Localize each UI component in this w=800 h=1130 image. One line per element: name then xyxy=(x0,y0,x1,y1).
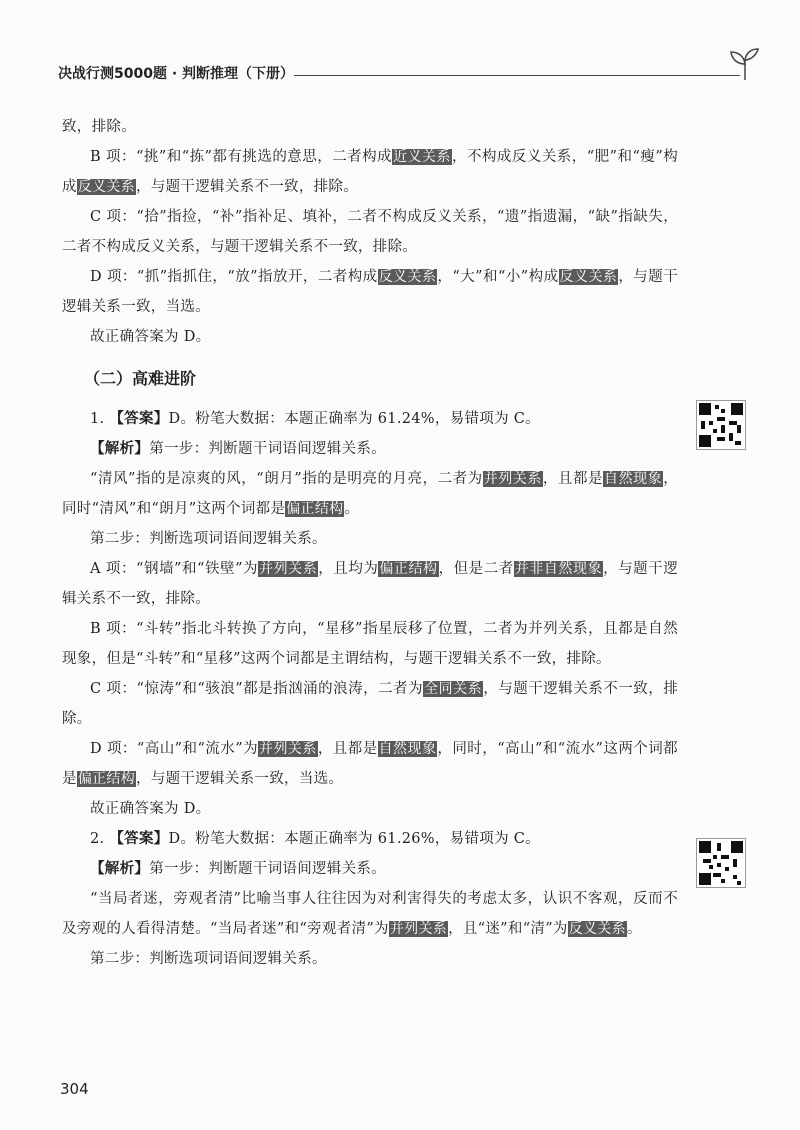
text-run: ，与题干逻辑关系不一致，排除。 xyxy=(136,179,359,195)
paragraph xyxy=(62,322,678,352)
highlighted-term: 偏正结构 xyxy=(286,501,344,517)
page-content xyxy=(62,112,678,974)
text-run: 致，排除。 xyxy=(62,119,136,135)
highlighted-term: 反义关系 xyxy=(378,269,437,285)
paragraph xyxy=(62,112,678,142)
paragraph xyxy=(62,854,678,884)
paragraph xyxy=(62,464,678,524)
label-tag: 【答案】 xyxy=(109,411,169,427)
highlighted-term: 自然现象 xyxy=(604,471,663,487)
text-run: ，与题干逻辑关系一致，当选。 xyxy=(62,269,678,315)
text-run: 故正确答案为 D。 xyxy=(90,329,211,345)
text-run: ，且均为 xyxy=(318,561,379,577)
text-run: D 项：“抓”指抓住，“放”指放开，二者构成 xyxy=(90,269,378,285)
text-run: D。粉笔大数据：本题正确率为 61.26%，易错项为 C。 xyxy=(168,831,540,847)
text-run: “清风”指的是凉爽的风，“朗月”指的是明亮的月亮，二者为 xyxy=(90,471,483,487)
header-title: 决战行测5000题 · 判断推理（下册） xyxy=(58,66,295,82)
highlighted-term: 并列关系 xyxy=(259,741,317,757)
qr-code-icon[interactable] xyxy=(696,400,746,450)
paragraph xyxy=(62,554,678,614)
highlighted-term: 反义关系 xyxy=(568,921,626,937)
highlighted-term: 反义关系 xyxy=(77,179,136,195)
text-run: D。粉笔大数据：本题正确率为 61.24%，易错项为 C。 xyxy=(168,411,540,427)
paragraph xyxy=(62,794,678,824)
paragraph xyxy=(62,944,678,974)
text-run: 第一步：判断题干词语间逻辑关系。 xyxy=(149,441,387,457)
qr-code-icon[interactable] xyxy=(696,838,746,888)
paragraph xyxy=(62,142,678,202)
text-run: C 项：“拾”指捡，“补”指补足、填补，二者不构成反义关系，“遗”指遗漏，“缺”指缺失，二者不构成反义关系，与题干逻辑关系不一致，排除。 xyxy=(62,209,678,255)
text-run: 第二步：判断选项词语间逻辑关系。 xyxy=(90,951,327,967)
page-number: 304 xyxy=(60,1080,89,1098)
paragraph xyxy=(62,614,678,674)
highlighted-term: 并非自然现象 xyxy=(514,561,603,577)
text-run: B 项：“挑”和“拣”都有挑选的意思，二者构成 xyxy=(90,149,393,165)
paragraph xyxy=(62,404,678,434)
text-run: C 项：“惊涛”和“骇浪”都是指汹涌的浪涛，二者为 xyxy=(90,681,424,697)
highlighted-term: 偏正结构 xyxy=(77,771,136,787)
text-run: 第一步：判断题干词语间逻辑关系。 xyxy=(149,861,387,877)
text-run: ，且“迷”和“清”为 xyxy=(448,921,568,937)
highlighted-term: 近义关系 xyxy=(393,149,451,165)
paragraph xyxy=(62,262,678,322)
highlighted-term: 并列关系 xyxy=(483,471,542,487)
highlighted-term: 并列关系 xyxy=(259,561,318,577)
advanced-section xyxy=(62,404,678,974)
text-run: ，与题干逻辑关系不一致，排除。 xyxy=(62,681,678,727)
label-tag: 【解析】 xyxy=(90,861,150,877)
highlighted-term: 并列关系 xyxy=(389,921,448,937)
sprout-icon xyxy=(728,46,762,82)
text-run: ，与题干逻辑关系一致，当选。 xyxy=(136,771,344,787)
text-run: “当局者迷，旁观者清”比喻当事人往往因为对利害得失的考虑太多，认识不客观，反而不及旁观的人看得清楚。“当局者迷”和“旁观者清”为 xyxy=(62,891,678,937)
text-run: 2. xyxy=(90,831,110,847)
text-run: B 项：“斗转”指北斗转换了方向，“星移”指星辰移了位置，二者为并列关系，且都是自然现象，但是“斗转”和“星移”这两个词都是主谓结构，与题干逻辑关系不一致，排除。 xyxy=(62,621,678,667)
text-run: ，同时“清风”和“朗月”这两个词都是 xyxy=(62,471,678,517)
highlighted-term: 反义关系 xyxy=(559,269,618,285)
text-run: D 项：“高山”和“流水”为 xyxy=(90,741,259,757)
text-run: ，同时，“高山”和“流水”这两个词都是 xyxy=(62,741,678,787)
text-run: ，不构成反义关系，“肥”和“瘦”构成 xyxy=(62,149,678,195)
text-run: 故正确答案为 D。 xyxy=(90,801,211,817)
paragraph xyxy=(62,202,678,262)
text-run: ，与题干逻辑关系不一致，排除。 xyxy=(62,561,679,607)
header-rule xyxy=(294,75,740,76)
text-run: A 项：“钢墙”和“铁壁”为 xyxy=(90,561,259,577)
text-run: ，但是二者 xyxy=(438,561,514,577)
label-tag: 【解析】 xyxy=(90,441,150,457)
paragraph xyxy=(62,884,678,944)
section-title: （二）高难进阶 xyxy=(84,369,197,388)
answer-continuation xyxy=(62,112,678,352)
highlighted-term: 自然现象 xyxy=(378,741,437,757)
text-run: 1. xyxy=(90,411,110,427)
paragraph xyxy=(62,434,678,464)
highlighted-term: 偏正结构 xyxy=(379,561,438,577)
text-run: 。 xyxy=(344,501,360,517)
label-tag: 【答案】 xyxy=(109,831,169,847)
paragraph xyxy=(62,734,678,794)
text-run: ，且都是 xyxy=(317,741,378,757)
highlighted-term: 全同关系 xyxy=(424,681,483,697)
paragraph xyxy=(62,674,678,734)
text-run: 。 xyxy=(626,921,642,937)
running-header xyxy=(58,60,758,88)
text-run: 第二步：判断选项词语间逻辑关系。 xyxy=(90,531,327,547)
text-run: ，且都是 xyxy=(542,471,604,487)
paragraph xyxy=(62,824,678,854)
paragraph xyxy=(62,524,678,554)
text-run: ，“大”和“小”构成 xyxy=(437,269,559,285)
